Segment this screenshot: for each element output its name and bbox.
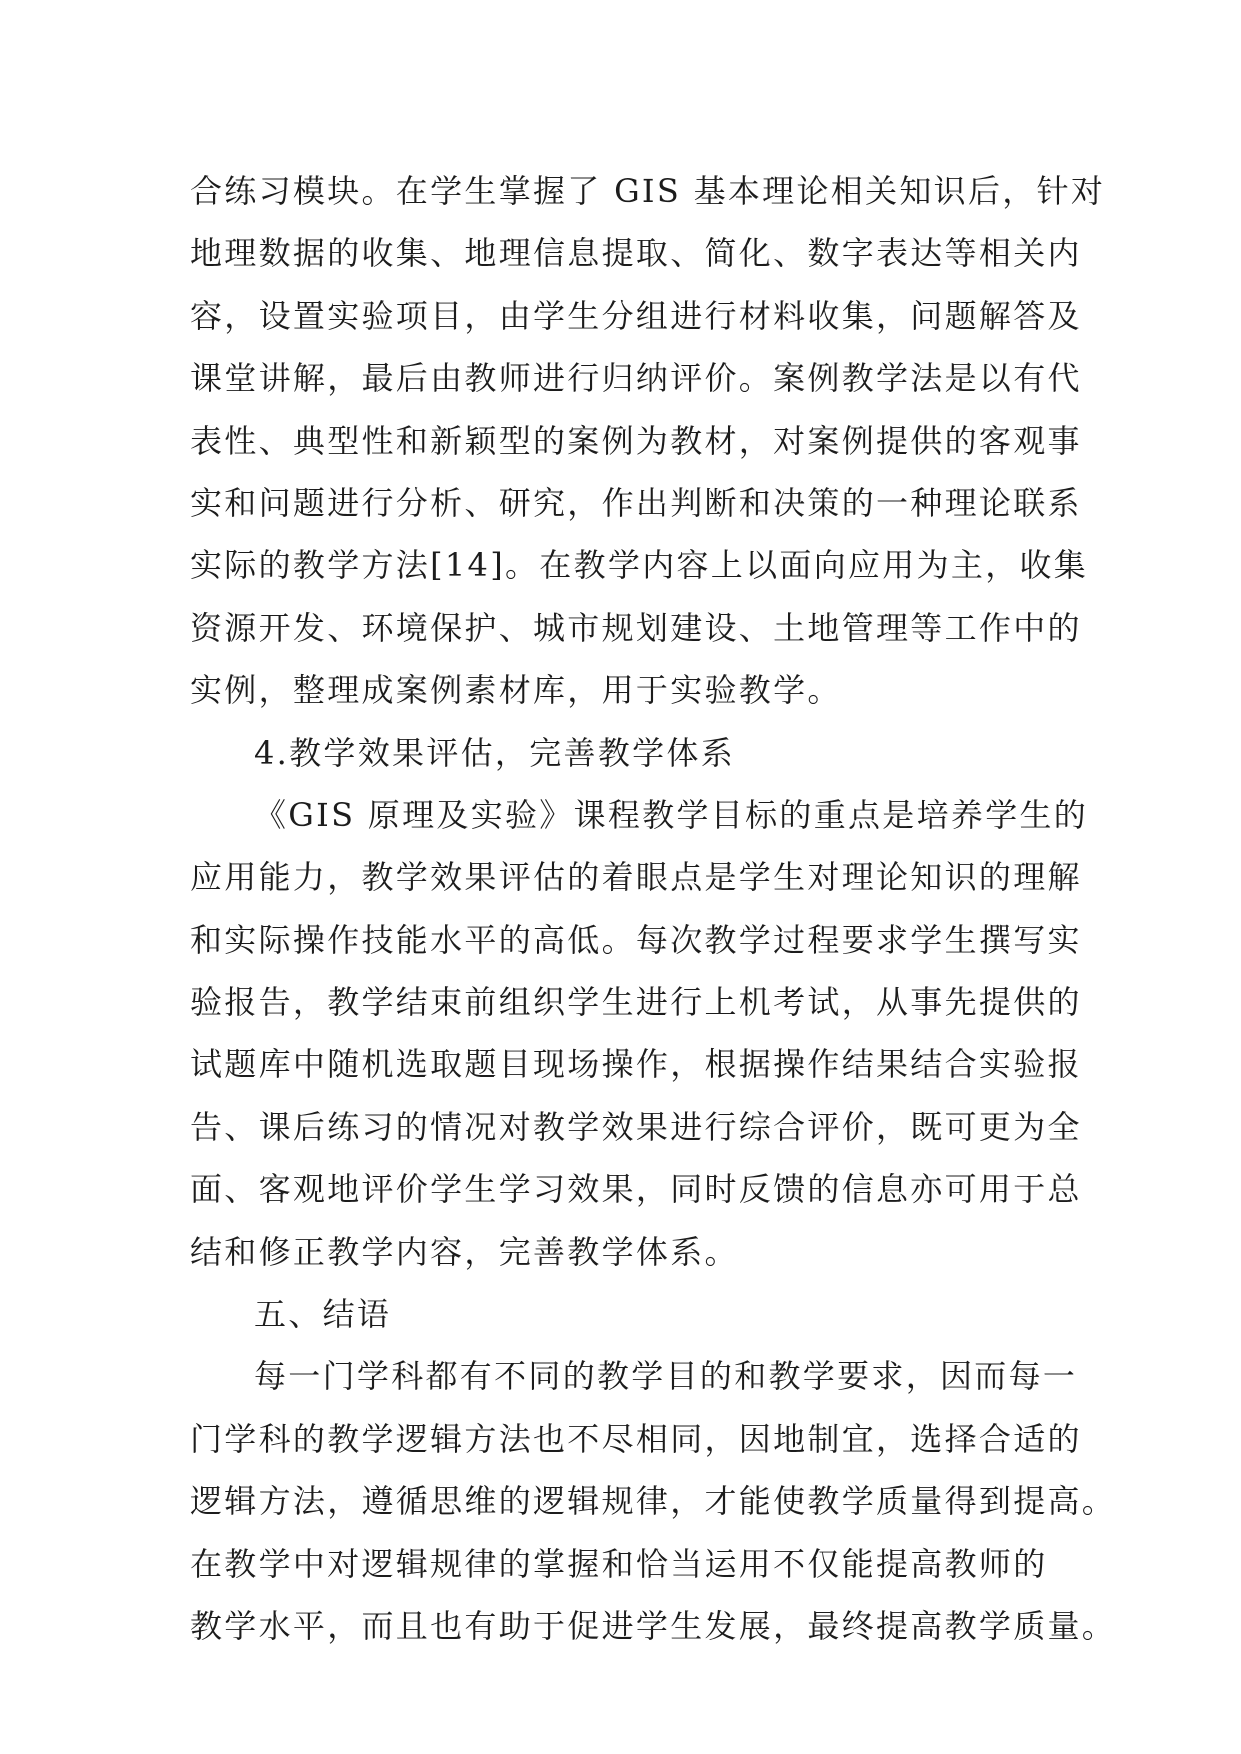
heading-line: 五、结语 — [254, 1295, 392, 1334]
paragraph — [190, 160, 1106, 722]
section-heading — [190, 722, 1050, 784]
document-body — [190, 160, 1117, 1657]
text-line: 每一门学科都有不同的教学目的和教学要求，因而每一 — [254, 1357, 1078, 1396]
text-line: 告、课后练习的情况对教学效果进行综合评价，既可更为全 — [190, 1107, 1082, 1146]
text-line: 《GIS 原理及实验》课程教学目标的重点是培养学生的 — [254, 795, 1089, 834]
text-line: 和实际操作技能水平的高低。每次教学过程要求学生撰写实 — [190, 920, 1082, 959]
text-line: 门学科的教学逻辑方法也不尽相同，因地制宜，选择合适的 — [190, 1419, 1082, 1458]
text-line: 课堂讲解，最后由教师进行归纳评价。案例教学法是以有代 — [190, 359, 1082, 398]
text-line: 地理数据的收集、地理信息提取、简化、数字表达等相关内 — [190, 234, 1082, 273]
text-line: 面、客观地评价学生学习效果，同时反馈的信息亦可用于总 — [190, 1170, 1082, 1209]
paragraph — [190, 1345, 1117, 1657]
text-line: 教学水平，而且也有助于促进学生发展，最终提高教学质量。 — [190, 1606, 1117, 1645]
heading-line: 4.教学效果评估，完善教学体系 — [254, 733, 736, 772]
text-line: 逻辑方法，遵循思维的逻辑规律，才能使教学质量得到提高。 — [190, 1482, 1117, 1521]
text-line: 表性、典型性和新颖型的案例为教材，对案例提供的客观事 — [190, 421, 1082, 460]
text-line: 资源开发、环境保护、城市规划建设、土地管理等工作中的 — [190, 608, 1082, 647]
section-heading — [190, 1283, 1050, 1345]
text-line: 实和问题进行分析、研究，作出判断和决策的一种理论联系 — [190, 483, 1082, 522]
text-line: 容，设置实验项目，由学生分组进行材料收集，问题解答及 — [190, 296, 1082, 335]
text-line: 实例，整理成案例素材库，用于实验教学。 — [190, 671, 842, 710]
text-line: 在教学中对逻辑规律的掌握和恰当运用不仅能提高教师的 — [190, 1544, 1048, 1583]
text-line: 实际的教学方法[14]。在教学内容上以面向应用为主，收集 — [190, 546, 1089, 585]
text-line: 试题库中随机选取题目现场操作，根据操作结果结合实验报 — [190, 1045, 1082, 1084]
paragraph — [190, 784, 1089, 1283]
text-line: 验报告，教学结束前组织学生进行上机考试，从事先提供的 — [190, 983, 1082, 1022]
text-line: 结和修正教学内容，完善教学体系。 — [190, 1232, 739, 1271]
text-line: 应用能力，教学效果评估的着眼点是学生对理论知识的理解 — [190, 858, 1082, 897]
text-line: 合练习模块。在学生掌握了 GIS 基本理论相关知识后，针对 — [190, 172, 1106, 210]
